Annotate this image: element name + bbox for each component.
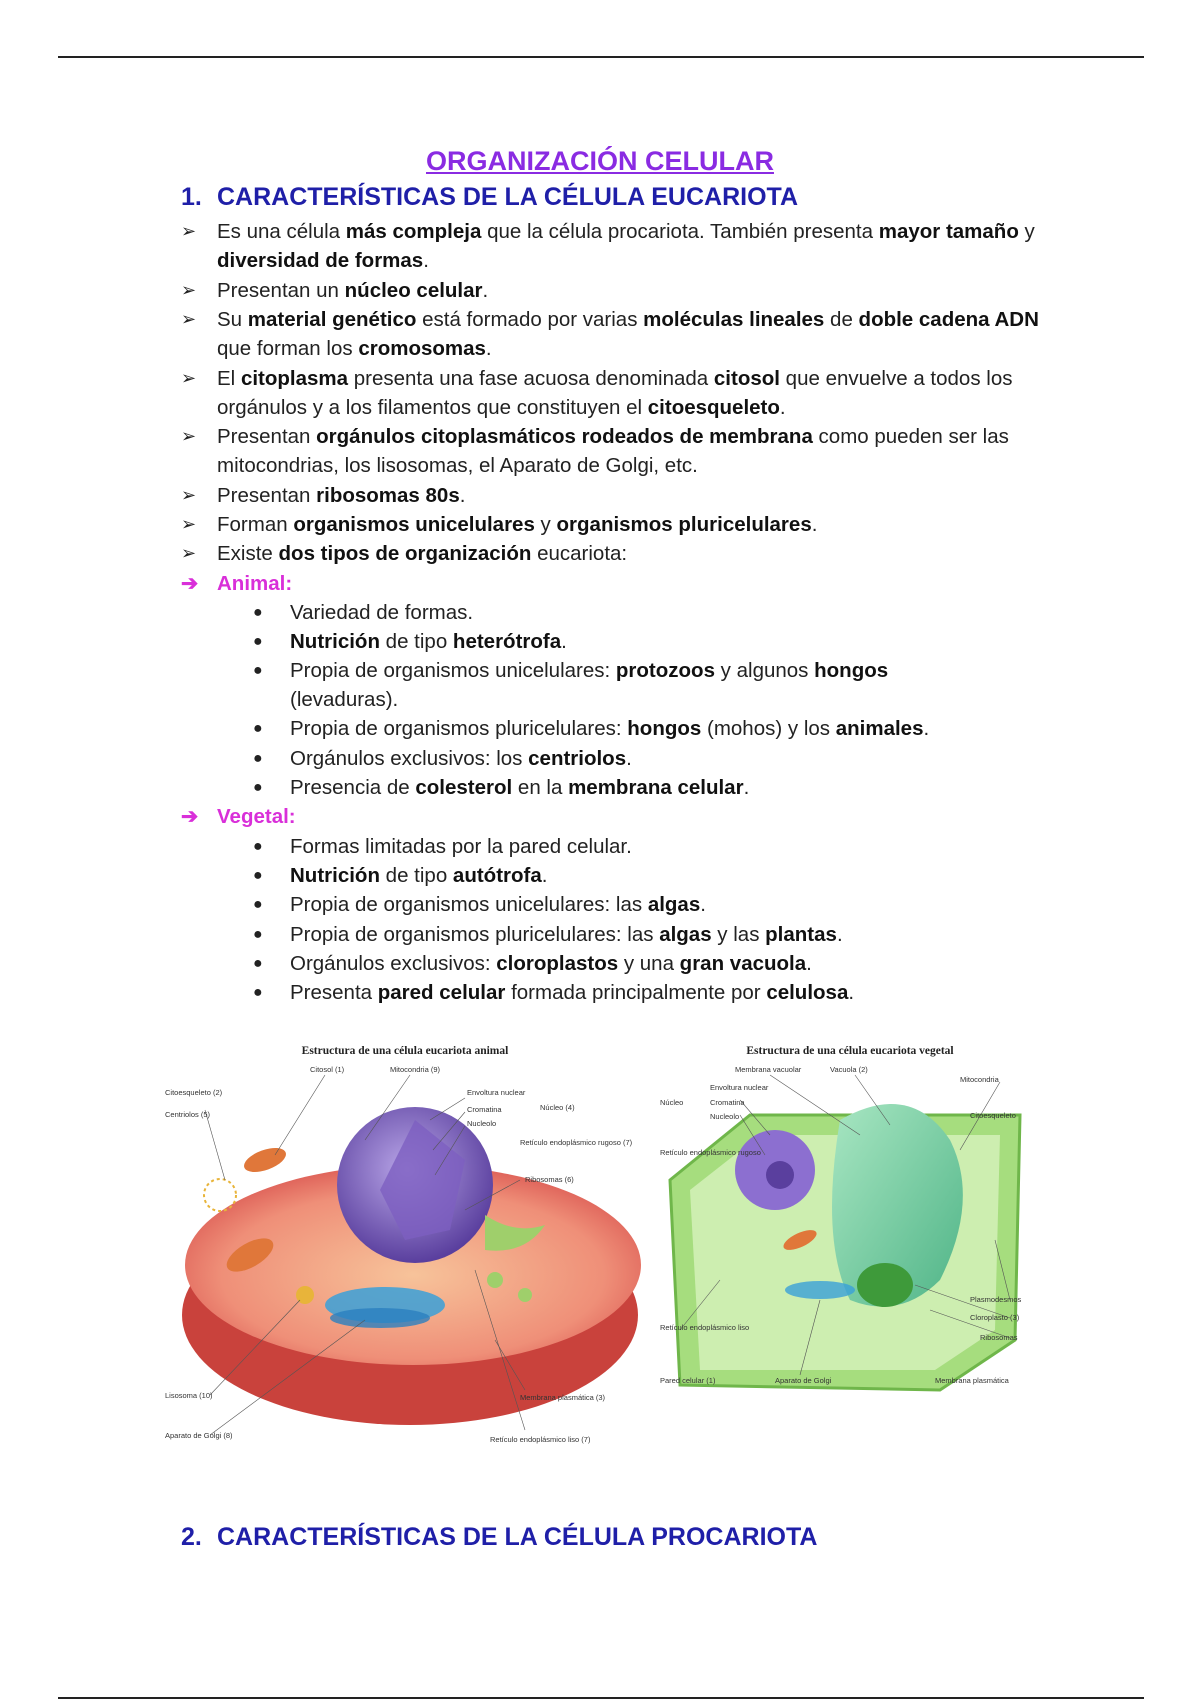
bullet-icon: ● [253,984,263,1001]
section-2-heading [181,1523,817,1552]
list-item-text: Presentan ribosomas 80s. [217,484,466,507]
bold-text: citoesqueleto [647,396,780,419]
list-item [181,539,1061,568]
bold-text: autótrofa [452,864,542,887]
label-mitocondria: Mitocondria [960,1075,999,1084]
list-item-text: Orgánulos exclusivos: los centriolos. [290,747,632,770]
bold-text: centriolos [528,747,627,770]
label-citoesqueleto: Citoesqueleto (2) [165,1088,223,1097]
list-item [253,598,993,627]
list-item [181,217,1061,275]
subheading-vegetal [181,802,296,831]
bold-text: citoplasma [240,367,349,390]
bold-text: plantas [765,923,837,946]
bold-text: mayor tamaño [878,220,1019,243]
mitochondrion-shape [241,1143,289,1177]
arrowhead-icon: ➢ [181,309,197,329]
label-centriolos: Centriolos (5) [165,1110,211,1119]
bold-text: animales [835,717,924,740]
bottom-rule [58,1697,1144,1699]
label-ribosomas: Ribosomas [980,1333,1018,1342]
bullet-icon: ● [253,750,263,767]
list-item-text: Nutrición de tipo heterótrofa. [290,630,567,653]
bullet-icon: ● [253,955,263,972]
bullet-icon: ● [253,633,263,650]
bold-text: ribosomas 80s [316,484,460,507]
bold-text: Nutrición [290,864,380,887]
label-membrana: Membrana plasmática [935,1376,1009,1385]
label-cromatina: Cromatina [467,1105,502,1114]
arrowhead-icon: ➢ [181,280,197,300]
label-nucleolo: Nucleolo [467,1119,497,1128]
arrowhead-icon: ➢ [181,368,197,388]
document-title: ORGANIZACIÓN CELULAR [426,146,774,176]
bullet-icon: ● [253,720,263,737]
animal-cell-illustration [165,1040,645,1450]
animal-cell-figure [165,1040,645,1450]
label-nucleo: Núcleo (4) [540,1103,575,1112]
nucleolus-shape [766,1161,794,1189]
bold-text: organismos unicelulares [293,513,535,536]
bold-text: gran vacuola [679,952,807,975]
list-item-text: Forman organismos unicelulares y organismos pluricelulares. [217,513,818,536]
label-pared: Pared celular (1) [660,1376,716,1385]
bullet-icon: ● [253,779,263,796]
arrowhead-icon: ➢ [181,514,197,534]
vesicle-shape [487,1272,503,1288]
label-plasmodesmos: Plasmodesmos [970,1295,1022,1304]
label-cromatina: Cromatina [710,1098,745,1107]
list-item-text: Variedad de formas. [290,601,474,624]
bold-text: diversidad de formas [217,249,424,272]
list-item [253,832,993,861]
label-envoltura: Envoltura nuclear [467,1088,526,1097]
list-item [253,773,993,802]
bullet-icon: ● [253,867,263,884]
list-item [253,861,993,890]
bold-text: algas [659,923,712,946]
bold-text: Nutrición [290,630,380,653]
label-golgi: Aparato de Golgi [775,1376,832,1385]
list-item-text: Presentan orgánulos citoplasmáticos rodeados de membrana como pueden ser las mitocondrias, los lisosomas, el Aparato de Golgi, etc. [217,425,1009,477]
golgi-shape [330,1308,430,1328]
arrowhead-icon: ➢ [181,221,197,241]
label-membrana: Membrana plasmática (3) [520,1393,606,1402]
bold-text: cloroplastos [496,952,619,975]
list-item [253,920,993,949]
list-item-text: Nutrición de tipo autótrofa. [290,864,548,887]
list-item-text: Propia de organismos unicelulares: las algas. [290,893,706,916]
label-vacuola: Vacuola (2) [830,1065,868,1074]
bold-text: núcleo celular [344,279,483,302]
bold-text: material genético [247,308,417,331]
list-item [253,978,993,1007]
bullet-icon: ● [253,662,263,679]
bold-text: heterótrofa [452,630,562,653]
bold-text: algas [647,893,701,916]
list-item-text: Es una célula más compleja que la célula procariota. También presenta mayor tamaño y diversidad de formas. [217,220,1035,272]
list-item-text: El citoplasma presenta una fase acuosa denominada citosol que envuelve a todos los orgánulos y a los filamentos que constituyen el citoesqueleto. [217,367,1013,419]
bold-text: pared celular [377,981,506,1004]
bold-text: hongos [814,659,889,682]
subheading-animal [181,569,292,598]
label-nucleo: Núcleo [660,1098,684,1107]
list-item-text: Existe dos tipos de organización eucariota: [217,542,628,565]
list-item [181,305,1061,363]
subheading-label: Animal: [217,572,293,595]
label-nucleolo: Nucleolo [710,1112,740,1121]
label-lisosoma: Lisosoma (10) [165,1391,213,1400]
bold-text: más compleja [345,220,482,243]
label-citosol: Citosol (1) [310,1065,345,1074]
list-item-text: Orgánulos exclusivos: cloroplastos y una gran vacuola. [290,952,812,975]
arrowhead-icon: ➢ [181,485,197,505]
label-citoesqueleto: Citoesqueleto [970,1111,1016,1120]
bold-text: dos tipos de organización [278,542,532,565]
list-item [181,510,1061,539]
plant-cell-illustration [660,1040,1035,1410]
label-envoltura: Envoltura nuclear [710,1083,769,1092]
list-item-text: Presenta pared celular formada principalmente por celulosa. [290,981,855,1004]
list-item-text: Propia de organismos pluricelulares: las algas y las plantas. [290,923,843,946]
bullet-icon: ● [253,604,263,621]
list-item [253,890,993,919]
subheading-label: Vegetal: [217,805,296,828]
label-rer: Retículo endoplásmico rugoso (7) [520,1138,633,1147]
label-ribosomas: Ribosomas (6) [525,1175,574,1184]
list-item-text: Presencia de colesterol en la membrana celular. [290,776,750,799]
right-arrow-icon: ➔ [181,805,199,828]
list-item [253,627,993,656]
list-item [253,714,993,743]
list-item [253,656,993,714]
bold-text: celulosa [766,981,849,1004]
bold-text: moléculas lineales [643,308,825,331]
bold-text: colesterol [415,776,513,799]
bold-text: organismos pluricelulares [556,513,812,536]
figure-title: Estructura de una célula eucariota vegetal [746,1045,954,1057]
list-item-text: Propia de organismos unicelulares: protozoos y algunos hongos (levaduras). [290,659,889,711]
list-item [181,481,1061,510]
label-cloroplasto: Cloroplasto (3) [970,1313,1020,1322]
list-item-text: Su material genético está formado por varias moléculas lineales de doble cadena ADN que forman los cromosomas. [217,308,1039,360]
right-arrow-icon: ➔ [181,572,199,595]
bold-text: citosol [713,367,780,390]
list-item [181,276,1061,305]
list-item-text: Propia de organismos pluricelulares: hongos (mohos) y los animales. [290,717,930,740]
list-item [181,422,1061,480]
section-1-heading [181,183,798,212]
list-item-text: Formas limitadas por la pared celular. [290,835,632,858]
bullet-icon: ● [253,838,263,855]
list-item-text: Presentan un núcleo celular. [217,279,489,302]
label-rel: Retículo endoplásmico liso (7) [490,1435,591,1444]
chloroplast-shape [857,1263,913,1307]
section-title: CARACTERÍSTICAS DE LA CÉLULA EUCARIOTA [217,183,799,211]
list-item [253,744,993,773]
bold-text: orgánulos citoplasmáticos rodeados de membrana [316,425,813,448]
section-number: 2. [181,1523,202,1551]
label-mitocondria: Mitocondria (9) [390,1065,441,1074]
top-rule [58,56,1144,58]
bold-text: doble cadena ADN [858,308,1039,331]
arrowhead-icon: ➢ [181,543,197,563]
label-golgi: Aparato de Golgi (8) [165,1431,233,1440]
centriole-shape [204,1179,236,1211]
label-rel: Retículo endoplásmico liso [660,1323,750,1332]
section-title: CARACTERÍSTICAS DE LA CÉLULA PROCARIOTA [217,1523,818,1551]
list-item [181,364,1061,422]
bullet-icon: ● [253,896,263,913]
arrowhead-icon: ➢ [181,426,197,446]
golgi-shape [785,1281,855,1299]
bold-text: cromosomas [358,337,486,360]
vesicle-shape [518,1288,532,1302]
label-rer: Retículo endoplásmico rugoso [660,1148,761,1157]
plant-cell-figure [660,1040,1035,1410]
label-membrana-vacuolar: Membrana vacuolar [735,1065,802,1074]
bold-text: protozoos [615,659,715,682]
bold-text: membrana celular [568,776,744,799]
bold-text: hongos [627,717,702,740]
list-item [253,949,993,978]
bullet-icon: ● [253,926,263,943]
section-number: 1. [181,183,202,211]
figure-title: Estructura de una célula eucariota animal [301,1045,509,1057]
